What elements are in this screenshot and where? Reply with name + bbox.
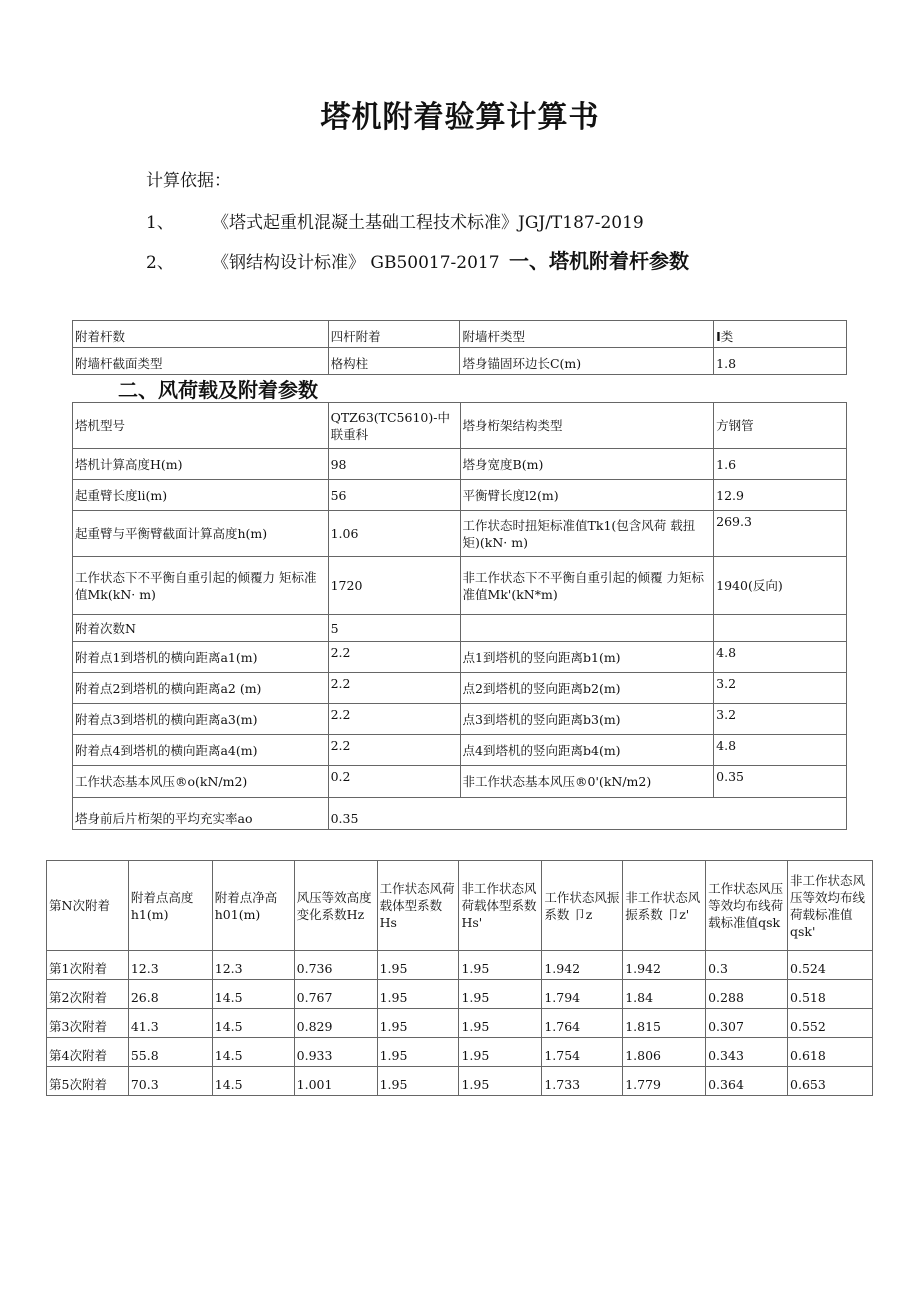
table-cell: 附着点3到塔机的横向距离a3(m) <box>73 704 329 735</box>
table-cell: 点3到塔机的竖向距离b3(m) <box>460 704 714 735</box>
table-cell: 1.779 <box>623 1067 706 1096</box>
table-row <box>47 980 873 1009</box>
table-cell: 格构柱 <box>328 348 460 375</box>
table-cell: 0.618 <box>788 1038 873 1067</box>
table-cell: 1.001 <box>294 1067 377 1096</box>
table-cell: 56 <box>328 480 460 511</box>
table-cell: 0.767 <box>294 980 377 1009</box>
table-row <box>47 1038 873 1067</box>
table-cell: 0.288 <box>706 980 788 1009</box>
table-cell: 0.829 <box>294 1009 377 1038</box>
table-cell: 0.35 <box>714 766 847 798</box>
table-row <box>73 642 847 673</box>
table-cell: 98 <box>328 449 460 480</box>
table-cell: 四杆附着 <box>328 321 460 348</box>
table-cell: 0.736 <box>294 951 377 980</box>
table-row <box>47 951 873 980</box>
table-cell: 0.343 <box>706 1038 788 1067</box>
table-cell: 14.5 <box>212 1038 294 1067</box>
table-cell: 1.95 <box>459 1038 542 1067</box>
table-cell: 55.8 <box>128 1038 212 1067</box>
basis-item-text: 《钢结构设计标准》 GB50017-2017 <box>212 253 500 273</box>
table-cell: 1.6 <box>714 449 847 480</box>
column-header: 工作状态风荷载体型系数Hs <box>377 861 459 951</box>
table-cell: 1.754 <box>542 1038 623 1067</box>
basis-item-2 <box>146 245 689 274</box>
table-cell: 1.8 <box>714 348 847 375</box>
table-row <box>73 480 847 511</box>
attachment-rod-params-table <box>72 320 847 375</box>
table-row <box>73 766 847 798</box>
table-cell: 2.2 <box>328 735 460 766</box>
table-cell: 1.942 <box>542 951 623 980</box>
table-cell: 方钢管 <box>714 403 847 449</box>
table-cell: 塔身宽度B(m) <box>460 449 714 480</box>
table-cell: 14.5 <box>212 980 294 1009</box>
table-cell: 2.2 <box>328 642 460 673</box>
table-cell: 非工作状态下不平衡自重引起的倾覆 力矩标准值Mk'(kN*m) <box>460 557 714 615</box>
table-cell: 12.3 <box>212 951 294 980</box>
table-row <box>73 615 847 642</box>
table-row <box>73 348 847 375</box>
column-header: 风压等效高度变化系数Hz <box>294 861 377 951</box>
page-title: 塔机附着验算计算书 <box>320 100 600 135</box>
table-cell: 平衡臂长度l2(m) <box>460 480 714 511</box>
table-cell <box>714 615 847 642</box>
table-cell: QTZ63(TC5610)-中联重科 <box>328 403 460 449</box>
basis-heading: 计算依据： <box>146 171 231 191</box>
table-cell: 12.3 <box>128 951 212 980</box>
table-cell: 塔机计算高度H(m) <box>73 449 329 480</box>
basis-item-text: 《塔式起重机混凝土基础工程技术标准》JGJ/T187-2019 <box>212 213 644 233</box>
table-cell: 26.8 <box>128 980 212 1009</box>
table-cell: 0.518 <box>788 980 873 1009</box>
table-cell: 1.733 <box>542 1067 623 1096</box>
table-cell: 3.2 <box>714 673 847 704</box>
table-cell: 0.653 <box>788 1067 873 1096</box>
table-row <box>73 449 847 480</box>
attachment-wind-table <box>46 860 873 1096</box>
table-cell: 1.95 <box>377 1038 459 1067</box>
table-cell: 点1到塔机的竖向距离b1(m) <box>460 642 714 673</box>
table-cell: 塔身锚固环边长C(m) <box>460 348 714 375</box>
table-cell: 1.764 <box>542 1009 623 1038</box>
table-cell: 1.95 <box>377 951 459 980</box>
table-row <box>73 511 847 557</box>
table-row <box>73 321 847 348</box>
table-cell: 附着杆数 <box>73 321 329 348</box>
table-cell: 12.9 <box>714 480 847 511</box>
basis-item-1 <box>146 208 644 233</box>
table-cell: 塔身前后片桁架的平均充实率ao <box>73 798 329 830</box>
table-cell: 0.552 <box>788 1009 873 1038</box>
table-cell: 1.95 <box>459 1067 542 1096</box>
table-cell: 0.35 <box>328 798 460 830</box>
table-cell: 1.84 <box>623 980 706 1009</box>
table-cell: 1.815 <box>623 1009 706 1038</box>
table-cell: 塔机型号 <box>73 403 329 449</box>
table-cell: 起重臂与平衡臂截面计算高度h(m) <box>73 511 329 557</box>
column-header: 第N次附着 <box>47 861 129 951</box>
table-cell: 5 <box>328 615 460 642</box>
table-cell: 1.95 <box>377 1067 459 1096</box>
basis-item-number: 2、 <box>146 253 174 273</box>
class-suffix: 类 <box>720 329 734 344</box>
table-cell <box>460 615 714 642</box>
table-cell: 14.5 <box>212 1067 294 1096</box>
table-cell: 附着点1到塔机的横向距离a1(m) <box>73 642 329 673</box>
table-cell: 1.06 <box>328 511 460 557</box>
wind-load-params-table <box>72 402 847 830</box>
table-cell: 14.5 <box>212 1009 294 1038</box>
table-cell: 塔身桁架结构类型 <box>460 403 714 449</box>
table-cell: 1.794 <box>542 980 623 1009</box>
section2-heading: 二、风荷载及附着参数 <box>118 378 318 402</box>
table-cell: 1.806 <box>623 1038 706 1067</box>
column-header: 附着点净高h01(m) <box>212 861 294 951</box>
table-cell: 第1次附着 <box>47 951 129 980</box>
table-cell: 非工作状态基本风压®0'(kN/m2) <box>460 766 714 798</box>
table-cell: 1720 <box>328 557 460 615</box>
table-cell: 2.2 <box>328 704 460 735</box>
table-cell: 0.307 <box>706 1009 788 1038</box>
table-row <box>73 403 847 449</box>
table-row <box>73 673 847 704</box>
table-cell: 1.95 <box>459 951 542 980</box>
table-cell: 附着点2到塔机的横向距离a2 (m) <box>73 673 329 704</box>
table-cell-empty <box>460 798 846 830</box>
table-cell: 2.2 <box>328 673 460 704</box>
table-cell: 269.3 <box>714 511 847 557</box>
table-cell: 第4次附着 <box>47 1038 129 1067</box>
table-cell: 1940(反向) <box>714 557 847 615</box>
table-row <box>73 557 847 615</box>
table-cell: 1.942 <box>623 951 706 980</box>
column-header: 非工作状态风压等效均布线荷载标准值qsk' <box>788 861 873 951</box>
table-cell: 第5次附着 <box>47 1067 129 1096</box>
column-header: 非工作状态风荷载体型系数Hs' <box>459 861 542 951</box>
table-cell: 1.95 <box>377 1009 459 1038</box>
column-header: 工作状态风压等效均布线荷载标准值qsk <box>706 861 788 951</box>
table-cell: 点2到塔机的竖向距离b2(m) <box>460 673 714 704</box>
table-cell: 起重臂长度li(m) <box>73 480 329 511</box>
table-cell: 第3次附着 <box>47 1009 129 1038</box>
table-row <box>73 704 847 735</box>
table-row <box>73 735 847 766</box>
table-cell: 工作状态时扭矩标准值Tk1(包含风荷 载扭矩)(kN· m) <box>460 511 714 557</box>
table-cell: 附着次数N <box>73 615 329 642</box>
table-cell: 4.8 <box>714 642 847 673</box>
table-row <box>47 1067 873 1096</box>
table-cell: 点4到塔机的竖向距离b4(m) <box>460 735 714 766</box>
table-cell: 41.3 <box>128 1009 212 1038</box>
table-cell: 0.364 <box>706 1067 788 1096</box>
table-row <box>73 798 847 830</box>
basis-item-number: 1、 <box>146 213 174 233</box>
table-cell: 0.3 <box>706 951 788 980</box>
column-header: 工作状态风振系数 卩z <box>542 861 623 951</box>
table-cell: 0.933 <box>294 1038 377 1067</box>
table-cell: 0.2 <box>328 766 460 798</box>
section1-heading: 一、塔机附着杆参数 <box>508 249 689 273</box>
table-cell <box>714 321 847 348</box>
table-cell: 1.95 <box>377 980 459 1009</box>
column-header: 附着点高度h1(m) <box>128 861 212 951</box>
table-cell: 第2次附着 <box>47 980 129 1009</box>
table-cell: 0.524 <box>788 951 873 980</box>
table-cell: 1.95 <box>459 980 542 1009</box>
table-header-row <box>47 861 873 951</box>
table-cell: 工作状态下不平衡自重引起的倾覆力 矩标准值Mk(kN· m) <box>73 557 329 615</box>
table-cell: 1.95 <box>459 1009 542 1038</box>
table-row <box>47 1009 873 1038</box>
column-header: 非工作状态风振系数 卩z' <box>623 861 706 951</box>
table-cell: 附着点4到塔机的横向距离a4(m) <box>73 735 329 766</box>
table-cell <box>73 766 329 798</box>
table-cell: 70.3 <box>128 1067 212 1096</box>
table-cell: 3.2 <box>714 704 847 735</box>
table-cell: 4.8 <box>714 735 847 766</box>
cell-text: 工作状态基本风压®o(kN/m2) <box>75 774 248 789</box>
table-cell: 附墙杆截面类型 <box>73 348 329 375</box>
table-cell: 附墙杆类型 <box>460 321 714 348</box>
class-numeral: I <box>716 329 721 344</box>
